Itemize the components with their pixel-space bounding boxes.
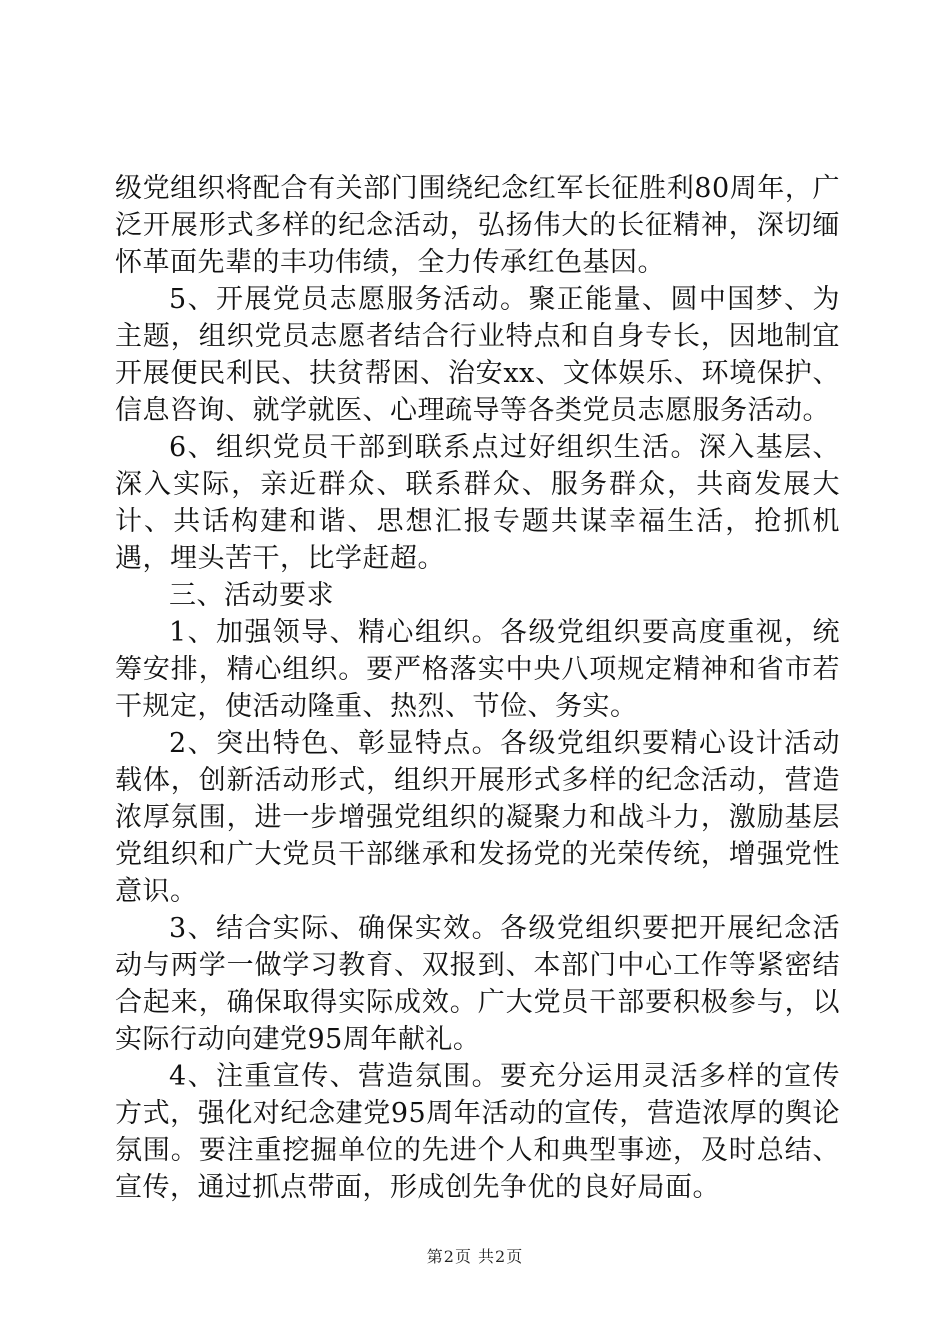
- paragraph-requirement-3: 3、结合实际、确保实效。各级党组织要把开展纪念活动与两学一做学习教育、双报到、本部门中心工作等紧密结合起来，确保取得实际成效。广大党员干部要积极参与，以实际行动向建党95周年献礼。: [115, 913, 840, 1055]
- paragraph-requirement-2: 2、突出特色、彰显特点。各级党组织要精心设计活动载体，创新活动形式，组织开展形式多样的纪念活动，营造浓厚氛围，进一步增强党组织的凝聚力和战斗力，激励基层党组织和广大党员干部继承和发扬党的光荣传统，增强党性意识。: [115, 728, 840, 907]
- paragraph-item-6-organization-life: 6、组织党员干部到联系点过好组织生活。深入基层、深入实际，亲近群众、联系群众、服务群众，共商发展大计、共话构建和谐、思想汇报专题共谋幸福生活，抢抓机遇，埋头苦干，比学赶超。: [115, 432, 840, 574]
- document-body: [115, 170, 840, 1206]
- paragraph-requirement-1: 1、加强领导、精心组织。各级党组织要高度重视，统筹安排，精心组织。要严格落实中央八项规定精神和省市若干规定，使活动隆重、热烈、节俭、务实。: [115, 617, 840, 722]
- paragraph-continuation: 级党组织将配合有关部门围绕纪念红军长征胜利80周年，广泛开展形式多样的纪念活动，弘扬伟大的长征精神，深切缅怀革面先辈的丰功伟绩，全力传承红色基因。: [115, 173, 840, 278]
- paragraph-item-5-volunteer-service: 5、开展党员志愿服务活动。聚正能量、圆中国梦、为主题，组织党员志愿者结合行业特点和自身专长，因地制宜开展便民利民、扶贫帮困、治安xx、文体娱乐、环境保护、信息咨询、就学就医、心理疏导等各类党员志愿服务活动。: [115, 284, 840, 426]
- section-heading-activity-requirements: 三、活动要求: [169, 580, 334, 611]
- page-number-footer: 第2页 共2页: [426, 1247, 524, 1266]
- paragraph-requirement-4: 4、注重宣传、营造氛围。要充分运用灵活多样的宣传方式，强化对纪念建党95周年活动的宣传，营造浓厚的舆论氛围。要注重挖掘单位的先进个人和典型事迹，及时总结、宣传，通过抓点带面，形成创先争优的良好局面。: [115, 1061, 840, 1203]
